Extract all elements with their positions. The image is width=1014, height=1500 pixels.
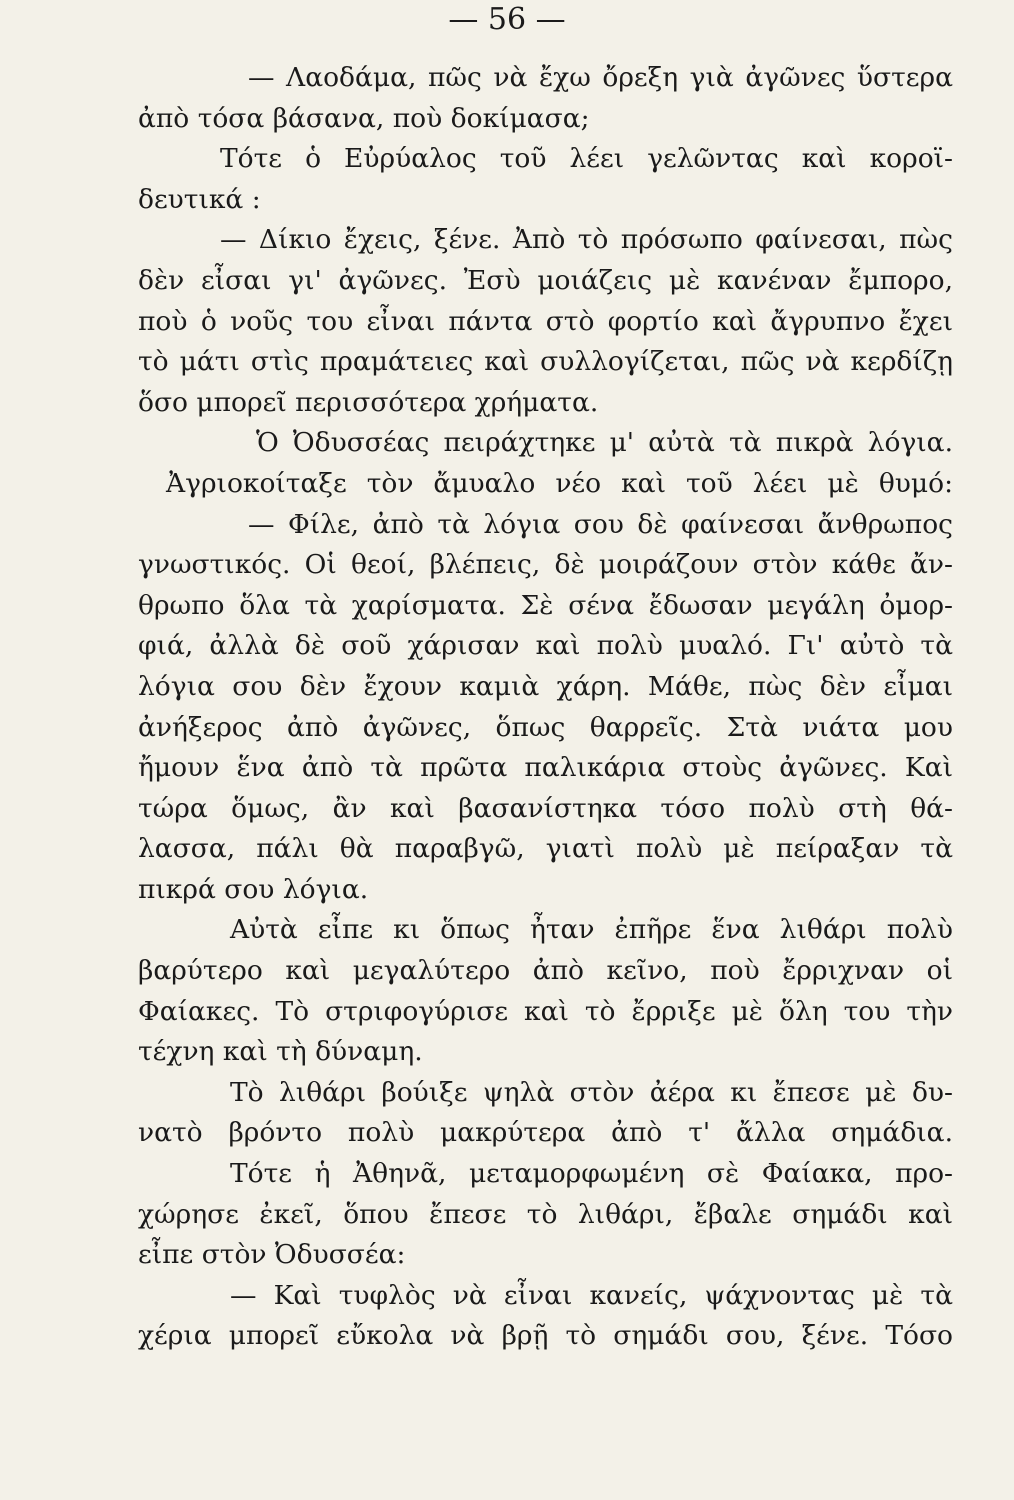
- text-line: πικρά σου λόγια.: [138, 873, 369, 905]
- text-line: — Φίλε, ἀπὸ τὰ λόγια σου δὲ φαίνεσαι ἄνθρωπος: [248, 508, 953, 540]
- text-line: ἤμουν ἕνα ἀπὸ τὰ πρῶτα παλικάρια στοὺς ἀγῶνες. Καὶ: [138, 752, 953, 784]
- text-line: Φαίακες. Τὸ στριφογύρισε καὶ τὸ ἔρριξε μὲ ὅλη του τὴν: [138, 995, 953, 1027]
- text-line: ὅσο μπορεῖ περισσότερα χρήματα.: [138, 386, 599, 418]
- text-line: Ἀγριοκοίταξε τὸν ἄμυαλο νέο καὶ τοῦ λέει μὲ θυμό:: [166, 467, 953, 499]
- text-line: ἀπὸ τόσα βάσανα, ποὺ δοκίμασα;: [138, 102, 590, 134]
- text-line: δὲν εἶσαι γι' ἀγῶνες. Ἐσὺ μοιάζεις μὲ κανέναν ἔμπορο,: [138, 264, 953, 296]
- text-line: γνωστικός. Οἱ θεοί, βλέπεις, δὲ μοιράζουν στὸν κάθε ἄν-: [138, 549, 953, 581]
- text-line: τώρα ὅμως, ἂν καὶ βασανίστηκα τόσο πολὺ στὴ θά-: [138, 792, 953, 824]
- text-line: — Δίκιο ἔχεις, ξένε. Ἀπὸ τὸ πρόσωπο φαίνεσαι, πὼς: [220, 224, 953, 256]
- text-line: εἶπε στὸν Ὀδυσσέα:: [138, 1239, 406, 1271]
- text-line: ποὺ ὁ νοῦς του εἶναι πάντα στὸ φορτίο καὶ ἄγρυπνο ἔχει: [138, 305, 953, 337]
- text-line: νατὸ βρόντο πολὺ μακρύτερα ἀπὸ τ' ἄλλα σημάδια.: [138, 1117, 953, 1149]
- text-line: θρωπο ὅλα τὰ χαρίσματα. Σὲ σένα ἔδωσαν μεγάλη ὀμορ-: [138, 589, 953, 621]
- text-line: ἀνήξερος ἀπὸ ἀγῶνες, ὅπως θαρρεῖς. Στὰ νιάτα μου: [138, 711, 953, 743]
- text-line: δευτικά :: [138, 183, 261, 215]
- text-line: Τότε ὁ Εὐρύαλος τοῦ λέει γελῶντας καὶ κοροϊ-: [220, 143, 953, 175]
- text-line: λασσα, πάλι θὰ παραβγῶ, γιατὶ πολὺ μὲ πείραξαν τὰ: [138, 833, 953, 865]
- text-line: Αὐτὰ εἶπε κι ὅπως ἦταν ἐπῆρε ἕνα λιθάρι πολὺ: [230, 914, 953, 946]
- text-line: χέρια μπορεῖ εὔκολα νὰ βρῇ τὸ σημάδι σου, ξένε. Τόσο: [138, 1320, 953, 1352]
- text-line: χώρησε ἐκεῖ, ὅπου ἔπεσε τὸ λιθάρι, ἔβαλε σημάδι καὶ: [138, 1198, 953, 1230]
- text-line: τὸ μάτι στὶς πραμάτειες καὶ συλλογίζεται, πῶς νὰ κερδίζῃ: [138, 346, 953, 378]
- text-line: βαρύτερο καὶ μεγαλύτερο ἀπὸ κεῖνο, ποὺ ἔρριχναν οἱ: [138, 955, 953, 987]
- text-line: τέχνη καὶ τὴ δύναμη.: [138, 1036, 423, 1068]
- text-line: Ὁ Ὀδυσσέας πειράχτηκε μ' αὐτὰ τὰ πικρὰ λόγια.: [256, 427, 953, 459]
- text-line: — Καὶ τυφλὸς νὰ εἶναι κανείς, ψάχνοντας μὲ τὰ: [230, 1279, 953, 1311]
- page-text: [138, 58, 953, 1357]
- text-line: λόγια σου δὲν ἔχουν καμιὰ χάρη. Μάθε, πὼς δὲν εἶμαι: [138, 670, 953, 702]
- text-line: φιά, ἀλλὰ δὲ σοῦ χάρισαν καὶ πολὺ μυαλό. Γι' αὐτὸ τὰ: [138, 630, 953, 662]
- page-number: — 56 —: [448, 2, 566, 37]
- text-line: Τὸ λιθάρι βούιξε ψηλὰ στὸν ἀέρα κι ἔπεσε μὲ δυ-: [230, 1076, 953, 1108]
- text-line: — Λαοδάμα, πῶς νὰ ἔχω ὄρεξη γιὰ ἀγῶνες ὕστερα: [248, 62, 953, 93]
- text-line: Τότε ἡ Ἀθηνᾶ, μεταμορφωμένη σὲ Φαίακα, προ-: [230, 1158, 953, 1190]
